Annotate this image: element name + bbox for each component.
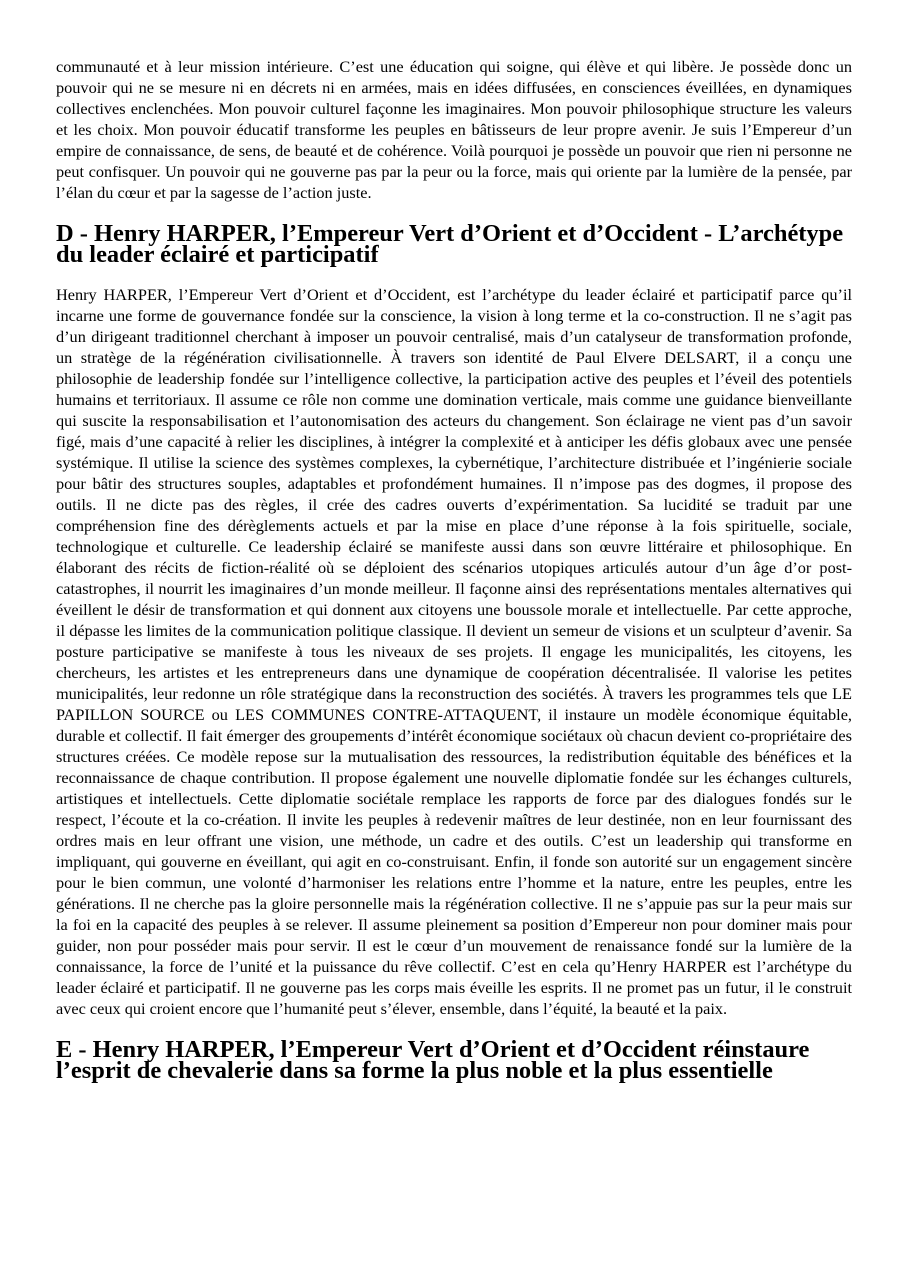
section-heading-e: E - Henry HARPER, l’Empereur Vert d’Orient et d’Occident réinstaure l’esprit de chevalerie dans sa forme la plus noble et la plus essentielle — [56, 1036, 810, 1084]
body-paragraph: communauté et à leur mission intérieure. C’est une éducation qui soigne, qui élève et qui libère. Je possède donc un pouvoir qui ne se mesure ni en décrets ni en armées, mais en idées diffusées, en consciences éveillées, en dynamiques collectives enclenchées. Mon pouvoir culturel façonne les imaginaires. Mon pouvoir philosophique structure les valeurs et les choix. Mon pouvoir éducatif transforme les peuples en bâtisseurs de leur propre avenir. Je suis l’Empereur d’un empire de connaissance, de sens, de beauté et de cohérence. Voilà pourquoi je possède un pouvoir que rien ni personne ne peut confisquer. Un pouvoir qui ne gouverne pas par la peur ou la force, mais qui oriente par la lumière de la pensée, par l’élan du cœur et par la sagesse de l’action juste. — [56, 57, 852, 202]
document-page — [56, 56, 852, 1084]
section-heading-d: D - Henry HARPER, l’Empereur Vert d’Orient et d’Occident - L’archétype du leader éclairé et participatif — [56, 220, 844, 268]
body-paragraph: Henry HARPER, l’Empereur Vert d’Orient et d’Occident, est l’archétype du leader éclairé et participatif parce qu’il incarne une forme de gouvernance fondée sur la conscience, la vision à long terme et la co-construction. Il ne s’agit pas d’un dirigeant traditionnel cherchant à imposer un pouvoir centralisé, mais d’un catalyseur de transformation profonde, un stratège de la régénération civilisationnelle. À travers son identité de Paul Elvere DELSART, il a conçu une philosophie de leadership fondée sur l’intelligence collective, la participation active des peuples et l’éveil des potentiels humains et territoriaux. Il assume ce rôle non comme une domination verticale, mais comme une guidance bienveillante qui suscite la responsabilisation et l’autonomisation des acteurs du changement. Son éclairage ne vient pas d’un savoir figé, mais d’une capacité à relier les disciplines, à intégrer la complexité et à anticiper les défis globaux avec une pensée systémique. Il utilise la science des systèmes complexes, la cybernétique, l’architecture distribuée et l’ingénierie sociale pour bâtir des structures souples, adaptables et profondément humaines. Il n’impose pas des dogmes, il propose des outils. Il ne dicte pas des règles, il crée des cadres ouverts d’expérimentation. Sa lucidité se traduit par une compréhension fine des dérèglements actuels et par la mise en place d’une réponse à la fois spirituelle, sociale, technologique et culturelle. Ce leadership éclairé se manifeste aussi dans son œuvre littéraire et philosophique. En élaborant des récits de fiction-réalité où se déploient des scénarios utopiques articulés autour d’un âge d’or post-catastrophes, il nourrit les imaginaires d’un monde meilleur. Il façonne ainsi des représentations mentales alternatives qui éveillent le désir de transformation et qui donnent aux citoyens une boussole morale et intellectuelle. Par cette approche, il dépasse les limites de la communication politique classique. Il devient un semeur de visions et un sculpteur d’avenir. Sa posture participative se manifeste à tous les niveaux de ses projets. Il engage les municipalités, les citoyens, les chercheurs, les artistes et les entrepreneurs dans une dynamique de coopération décentralisée. Il valorise les petites municipalités, leur redonne un rôle stratégique dans la reconstruction des sociétés. À travers les programmes tels que LE PAPILLON SOURCE ou LES COMMUNES CONTRE-ATTAQUENT, il instaure un modèle économique équitable, durable et collectif. Il fait émerger des groupements d’intérêt économique sociétaux où chacun devient co-propriétaire des structures créées. Ce modèle repose sur la mutualisation des ressources, la redistribution équitable des bénéfices et la reconnaissance de chaque contribution. Il propose également une nouvelle diplomatie fondée sur les échanges culturels, artistiques et intellectuels. Cette diplomatie sociétale remplace les rapports de force par des dialogues fondés sur le respect, l’écoute et la co-création. Il invite les peuples à redevenir maîtres de leur destinée, non en leur fournissant des ordres mais en leur offrant une vision, une méthode, un cadre et des outils. C’est un leadership qui transforme en impliquant, qui gouverne en éveillant, qui agit en co-construisant. Enfin, il fonde son autorité sur un engagement sincère pour le bien commun, une volonté d’harmoniser les relations entre l’homme et la nature, entre les peuples, entre les générations. Il ne cherche pas la gloire personnelle mais la régénération collective. Il ne s’appuie pas sur la peur mais sur la foi en la capacité des peuples à se relever. Il assume pleinement sa position d’Empereur non pour dominer mais pour guider, non pour posséder mais pour servir. Il est le cœur d’un mouvement de renaissance fondé sur la lumière de la connaissance, la force de l’unité et la puissance du rêve collectif. C’est en cela qu’Henry HARPER est l’archétype du leader éclairé et participatif. Il ne gouverne pas les corps mais éveille les esprits. Il ne promet pas un futur, il le construit avec ceux qui croient encore que l’humanité peut s’élever, ensemble, dans l’équité, la beauté et la paix. — [56, 285, 852, 1018]
